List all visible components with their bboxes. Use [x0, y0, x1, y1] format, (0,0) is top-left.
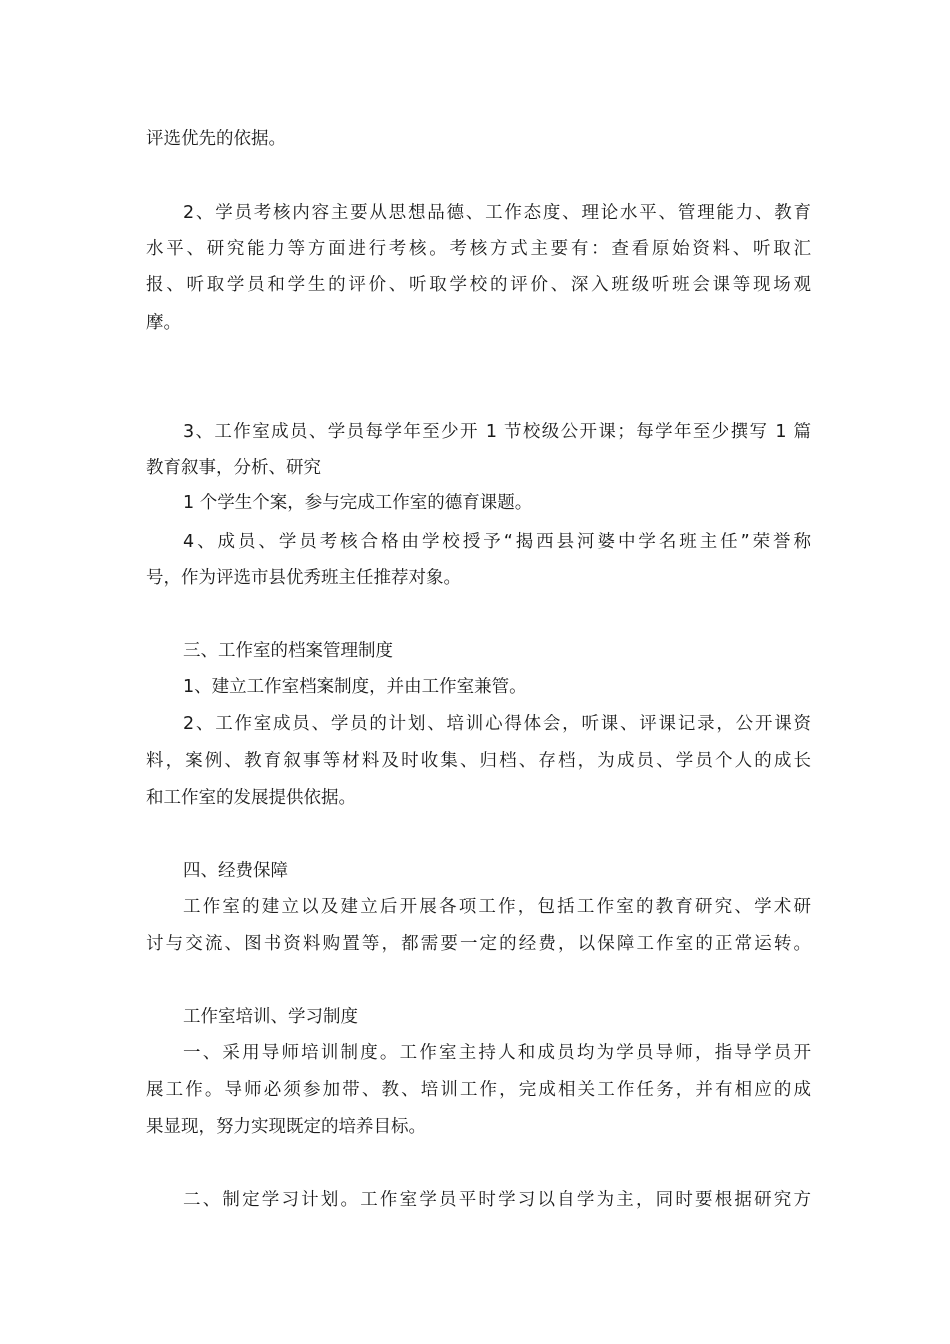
text-line: 2、工作室成员、学员的计划、培训心得体会，听课、评课记录，公开课资 — [183, 714, 811, 734]
text-line: 报、听取学员和学生的评价、听取学校的评价、深入班级听班会课等现场观 — [146, 275, 811, 295]
text-line: 1 个学生个案，参与完成工作室的德育课题。 — [183, 493, 533, 513]
text-line: 展工作。导师必须参加带、教、培训工作，完成相关工作任务，并有相应的成 — [146, 1080, 811, 1100]
section-heading: 三、工作室的档案管理制度 — [183, 641, 393, 661]
text-line: 一、采用导师培训制度。工作室主持人和成员均为学员导师，指导学员开 — [183, 1043, 811, 1063]
text-line: 二、制定学习计划。工作室学员平时学习以自学为主，同时要根据研究方 — [183, 1190, 811, 1210]
text-line: 工作室的建立以及建立后开展各项工作，包括工作室的教育研究、学术研 — [183, 897, 811, 917]
section-heading: 工作室培训、学习制度 — [183, 1007, 358, 1027]
text-line: 和工作室的发展提供依据。 — [146, 788, 356, 808]
text-line: 2、学员考核内容主要从思想品德、工作态度、理论水平、管理能力、教育 — [183, 203, 811, 223]
text-line: 摩。 — [146, 313, 181, 333]
text-line: 1、建立工作室档案制度，并由工作室兼管。 — [183, 677, 527, 697]
text-line: 4、成员、学员考核合格由学校授予“揭西县河婆中学名班主任”荣誉称 — [183, 532, 811, 552]
text-line: 评选优先的依据。 — [146, 129, 286, 149]
text-line: 讨与交流、图书资料购置等，都需要一定的经费，以保障工作室的正常运转。 — [146, 934, 811, 954]
text-line: 号，作为评选市县优秀班主任推荐对象。 — [146, 568, 461, 588]
text-line: 3、工作室成员、学员每学年至少开 1 节校级公开课；每学年至少撰写 1 篇 — [183, 422, 811, 442]
text-line: 料，案例、教育叙事等材料及时收集、归档、存档，为成员、学员个人的成长 — [146, 751, 811, 771]
text-line: 教育叙事，分析、研究 — [146, 458, 321, 478]
text-line: 水平、研究能力等方面进行考核。考核方式主要有：查看原始资料、听取汇 — [146, 239, 811, 259]
text-line: 果显现，努力实现既定的培养目标。 — [146, 1117, 426, 1137]
section-heading: 四、经费保障 — [183, 861, 288, 881]
